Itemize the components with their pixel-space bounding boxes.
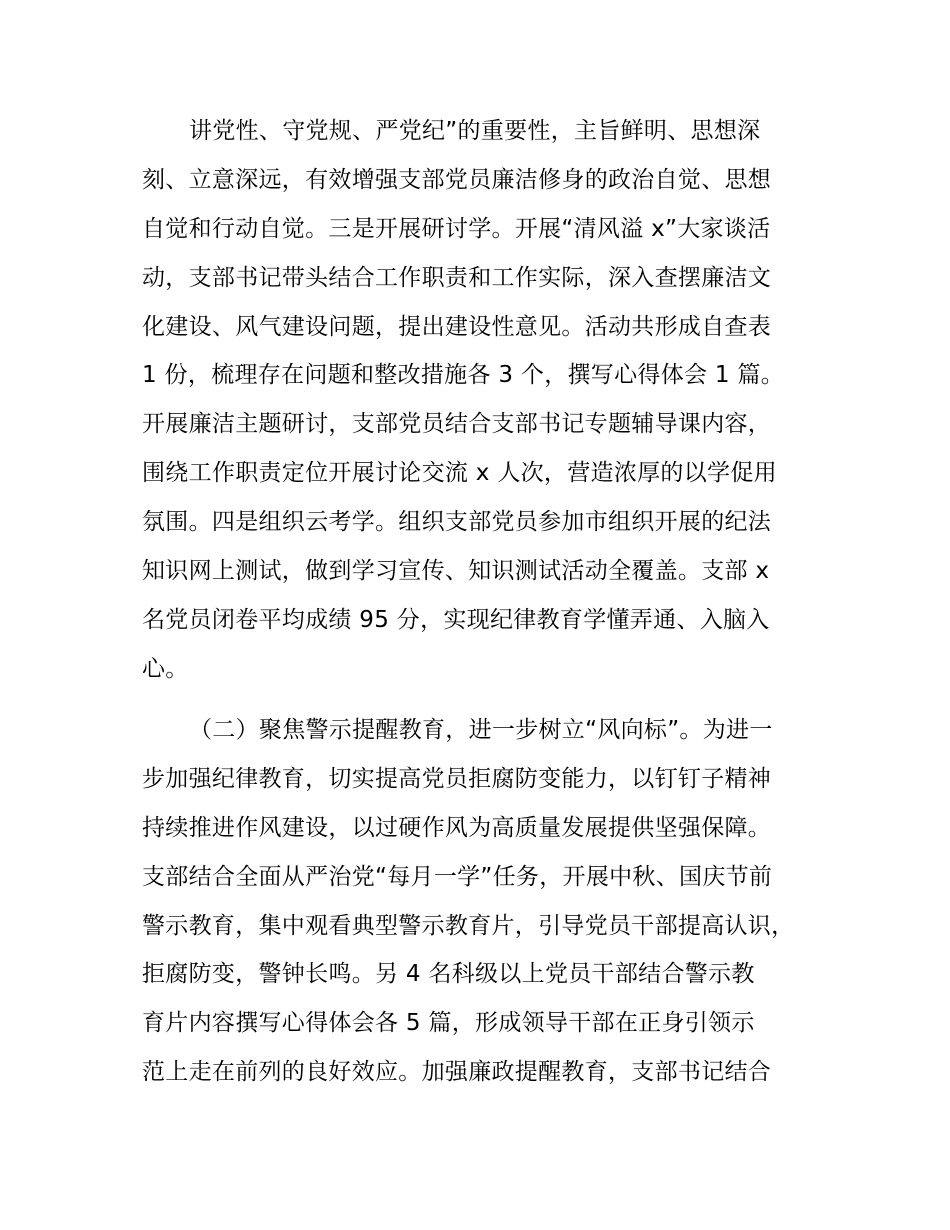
text-line: 名党员闭卷平均成绩 95 分，实现纪律教育学懂弄通、入脑入: [142, 606, 770, 633]
text-line: 自觉和行动自觉。三是开展研讨学。开展“清风溢 x”大家谈活: [142, 215, 771, 242]
text-line: 围绕工作职责定位开展讨论交流 x 人次，营造浓厚的以学促用: [142, 460, 777, 487]
text-line: 化建设、风气建设问题，提出建设性意见。活动共形成自查表: [142, 313, 772, 340]
text-line: 知识网上测试，做到学习宣传、知识测试活动全覆盖。支部 x: [142, 558, 770, 585]
text-line: 心。: [142, 655, 189, 682]
text-line: 1 份，梳理存在问题和整改措施各 3 个，撰写心得体会 1 篇。: [142, 362, 785, 389]
text-line: 持续推进作风建设，以过硬作风为高质量发展提供坚强保障。: [142, 814, 772, 841]
text-line: 范上走在前列的良好效应。加强廉政提醒教育，支部书记结合: [142, 1059, 772, 1086]
text-line: 步加强纪律教育，切实提高党员拒腐防变能力，以钉钉子精神: [142, 765, 772, 792]
text-line: 刻、立意深远，有效增强支部党员廉洁修身的政治自觉、思想: [142, 166, 772, 193]
paragraph-warning-education: [142, 706, 842, 1097]
paragraph-study-activities: [142, 107, 842, 694]
text-line: 拒腐防变，警钟长鸣。另 4 名科级以上党员干部结合警示教: [142, 961, 755, 988]
text-line: 育片内容撰写心得体会各 5 篇，形成领导干部在正身引领示: [142, 1010, 755, 1037]
text-line: 动，支部书记带头结合工作职责和工作实际，深入查摆廉洁文: [142, 264, 772, 291]
text-line: 支部结合全面从严治党“每月一学”任务，开展中秋、国庆节前: [142, 863, 773, 890]
text-line: 开展廉洁主题研讨，支部党员结合支部书记专题辅导课内容，: [142, 411, 772, 438]
text-line: 警示教育，集中观看典型警示教育片，引导党员干部提高认识，: [142, 912, 795, 939]
text-line: （二）聚焦警示提醒教育，进一步树立“风向标”。为进一: [189, 717, 773, 743]
text-line: 氛围。四是组织云考学。组织支部党员参加市组织开展的纪法: [142, 509, 772, 536]
text-line: 讲党性、守党规、严党纪”的重要性，主旨鲜明、思想深: [189, 118, 761, 144]
